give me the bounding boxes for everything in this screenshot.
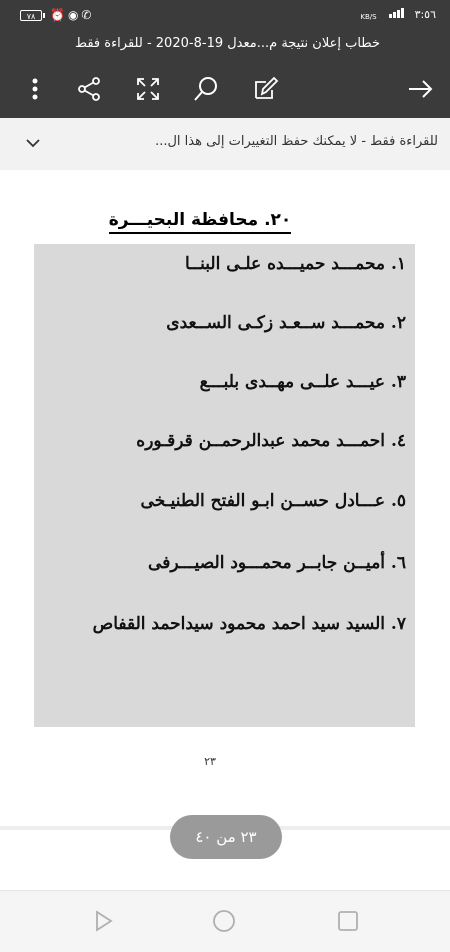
list-item: ٧. السيد سيد احمد محمود سيداحمد القفاص [92,614,406,634]
battery-icon: ٧٨ [20,10,42,21]
system-nav-bar [0,890,450,952]
app-header [0,0,450,118]
nav-recents-icon[interactable] [334,907,362,935]
toolbar [0,68,450,112]
list-item: ٢. محمـــد ســعـد زكـى الســعدى [166,313,406,333]
section-heading [60,210,340,230]
list-item: ٤. احمـــد محمد عبدالرحمــن قرقـوره [136,431,406,451]
edit-icon[interactable] [250,74,280,104]
forward-arrow-icon[interactable] [405,74,435,104]
nav-home-icon[interactable] [210,907,238,935]
signal-icon [389,8,405,21]
list-item: ٦. أميــن جابــر محمـــود الصيـــرفى [148,553,406,573]
list-item: ٥. عـــادل حســن ابـو الفتح الطنيـخى [140,491,406,511]
share-icon[interactable] [74,74,104,104]
status-time: ٣:٥٦ [414,8,436,21]
nav-back-icon[interactable] [89,907,117,935]
search-icon[interactable] [191,74,221,104]
document-title: خطاب إعلان نتيجة م...معدل 19-8-2020 - للقراءة فقط [75,36,380,51]
status-right [360,8,436,21]
fullscreen-icon[interactable] [133,74,163,104]
chevron-down-icon[interactable] [22,132,44,154]
read-only-banner[interactable] [0,118,450,171]
list-item: ١. محمـــد حميـــده علـى البنــا [185,254,406,274]
network-speed: KB/S [360,13,377,21]
more-vert-icon[interactable] [20,74,50,104]
page-indicator[interactable]: ٢٣ من ٤٠ [170,815,282,859]
page-number: ٢٣ [204,755,216,768]
status-bar [0,0,450,30]
list-item: ٣. عيـــد علــى مهــدى بلبـــع [199,372,406,392]
banner-text: للقراءة فقط - لا يمكنك حفظ التغييرات إلى هذا ال... [155,134,438,149]
heading-text: ٢٠. محافظة البحيـــرة [109,210,292,234]
notification-icons: ⏰◉✆ [50,8,95,22]
